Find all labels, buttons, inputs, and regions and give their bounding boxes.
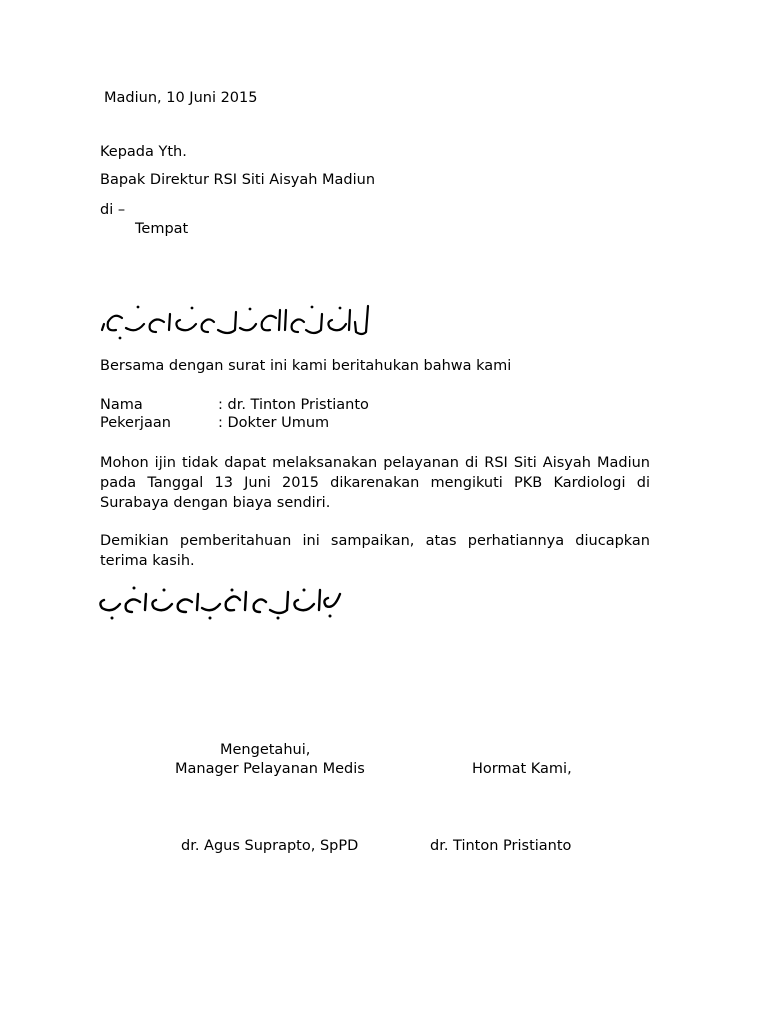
arabic-closing-calligraphy-icon [94, 584, 342, 624]
intro-text: Bersama dengan surat ini kami beritahukan bahwa kami [100, 358, 512, 374]
closing-paragraph: Demikian pemberitahuan ini sampaikan, atas perhatiannya diucapkan terima kasih. [100, 533, 650, 569]
closing-calligraphy [94, 584, 342, 624]
arabic-greeting-calligraphy-icon [100, 300, 370, 342]
signature-left-name: dr. Agus Suprapto, SpPD [181, 838, 359, 854]
signature-right-name: dr. Tinton Pristianto [430, 838, 572, 854]
signature-right-title: Hormat Kami, [472, 761, 572, 777]
signature-left-title: Manager Pelayanan Medis [175, 761, 365, 777]
recipient-place: Tempat [135, 221, 189, 237]
detail-nama-value: : dr. Tinton Pristianto [218, 397, 369, 413]
recipient-di: di – [100, 202, 126, 218]
detail-nama-label: Nama [100, 397, 143, 413]
detail-pekerjaan-label: Pekerjaan [100, 415, 171, 431]
recipient-name: Bapak Direktur RSI Siti Aisyah Madiun [100, 172, 376, 188]
greeting-calligraphy [100, 300, 370, 342]
body-paragraph: Mohon ijin tidak dapat melaksanakan pelayanan di RSI Siti Aisyah Madiun pada Tanggal 13 Juni 2015 dikarenakan mengikuti PKB Kardiologi di Surabaya dengan biaya sendiri. [100, 455, 650, 511]
signature-left-acknowledged: Mengetahui, [220, 742, 311, 758]
detail-pekerjaan-value: : Dokter Umum [218, 415, 330, 431]
recipient-salutation: Kepada Yth. [100, 144, 187, 160]
letter-date: Madiun, 10 Juni 2015 [104, 90, 258, 106]
